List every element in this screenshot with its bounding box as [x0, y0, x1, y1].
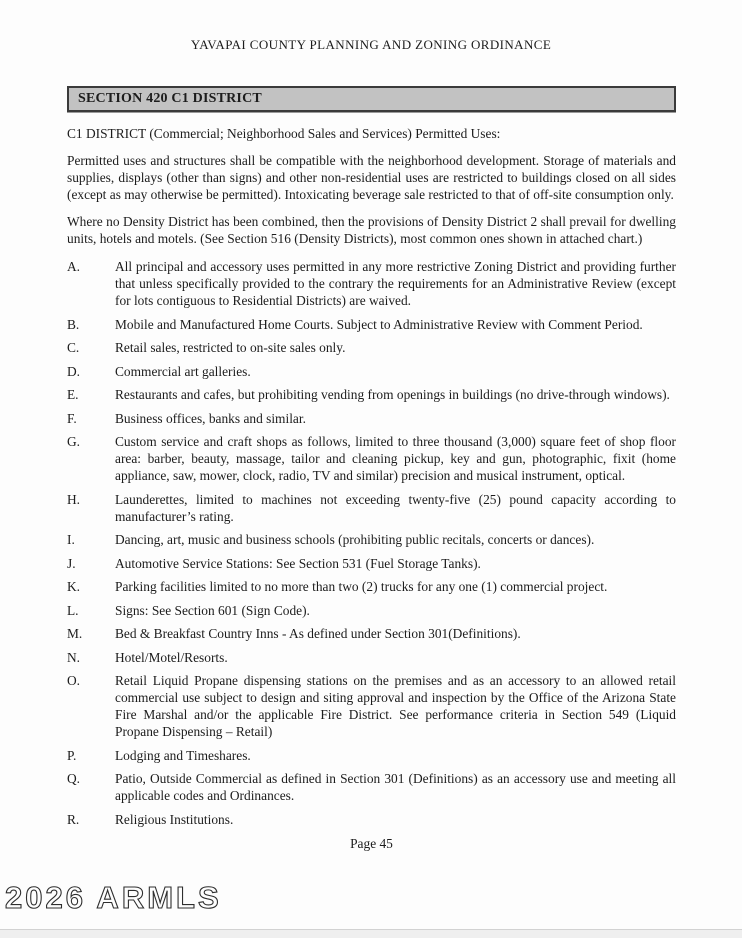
list-item-letter: F. [67, 410, 77, 426]
intro-paragraph-2: Where no Density District has been combined, then the provisions of Density District 2 shall prevail for dwelling units, hotels and motels. (See Section 516 (Density Districts), most common ones shown in attached chart.) [67, 214, 676, 246]
list-item-a [67, 258, 676, 309]
list-item-letter: A. [67, 259, 81, 274]
list-item-letter: D. [67, 363, 81, 379]
list-item-text: Commercial art galleries. [115, 363, 251, 379]
list-item-text: All principal and accessory uses permitted in any more restrictive Zoning District and providing further that unless specifically provided to the contrary the requirements for an Administrative Review (except for lots contiguous to Residential Districts) are waived. [115, 259, 676, 308]
permitted-uses-list [67, 258, 676, 828]
armls-watermark: 2026 ARMLS [5, 880, 222, 915]
list-item-b [67, 316, 676, 333]
list-item-d [67, 363, 676, 380]
list-item-letter: G. [67, 434, 81, 449]
list-item-h [67, 491, 676, 525]
list-item-f [67, 410, 676, 427]
list-item-text: Religious Institutions. [115, 811, 234, 827]
list-item-r [67, 811, 676, 828]
list-item-text: Launderettes, limited to machines not exceeding twenty-five (25) pound capacity according to manufacturer’s rating. [115, 491, 676, 524]
scan-page-edge [0, 929, 742, 938]
list-item-letter: M. [67, 626, 83, 641]
list-item-l [67, 602, 676, 619]
list-item-letter: L. [67, 602, 79, 618]
page-number: Page 45 [350, 835, 393, 851]
list-item-text: Automotive Service Stations: See Section 531 (Fuel Storage Tanks). [115, 555, 481, 571]
list-item-text: Signs: See Section 601 (Sign Code). [115, 602, 310, 618]
list-item-letter: E. [67, 387, 79, 402]
list-item-letter: N. [67, 649, 81, 665]
list-item-o [67, 672, 676, 740]
list-item-text: Bed & Breakfast Country Inns - As defined under Section 301(Definitions). [115, 626, 521, 641]
list-item-letter: B. [67, 316, 80, 332]
document-title: YAVAPAI COUNTY PLANNING AND ZONING ORDINANCE [190, 37, 552, 52]
list-item-text: Parking facilities limited to no more than two (2) trucks for any one (1) commercial project. [115, 579, 608, 594]
list-item-letter: I. [67, 532, 75, 547]
list-item-c [67, 339, 676, 356]
list-item-e [67, 386, 676, 403]
list-item-m [67, 625, 676, 642]
list-item-g [67, 433, 676, 484]
list-item-letter: P. [67, 747, 77, 763]
list-item-text: Hotel/Motel/Resorts. [115, 649, 228, 665]
list-item-letter: Q. [67, 771, 81, 786]
list-item-text: Lodging and Timeshares. [115, 747, 251, 763]
list-item-n [67, 649, 676, 666]
list-item-letter: H. [67, 491, 81, 507]
list-item-text: Patio, Outside Commercial as defined in Section 301 (Definitions) as an accessory use and meeting all applicable codes and Ordinances. [115, 771, 676, 803]
list-item-q [67, 770, 676, 804]
list-item-text: Custom service and craft shops as follows, limited to three thousand (3,000) square feet of shop floor area: barber, beauty, massage, tailor and cleaning pickup, key and gun, photographic, fixit (home appliance, saw, mower, clock, radio, TV and similar) precision and musical instrument, optical. [115, 434, 676, 483]
permitted-uses-line: C1 DISTRICT (Commercial; Neighborhood Sales and Services) Permitted Uses: [67, 126, 501, 141]
section-heading: SECTION 420 C1 DISTRICT [67, 86, 676, 112]
list-item-k [67, 578, 676, 595]
list-item-j [67, 555, 676, 572]
list-item-p [67, 747, 676, 764]
list-item-text: Dancing, art, music and business schools (prohibiting public recitals, concerts or dances). [115, 532, 595, 547]
intro-paragraph-1: Permitted uses and structures shall be compatible with the neighborhood development. Storage of materials and supplies, displays (other than signs) and other non-residential uses are restricted to buildings closed on all sides (except as may otherwise be permitted). Intoxicating beverage sale restricted to that of off-site consumption only. [67, 153, 676, 202]
list-item-text: Restaurants and cafes, but prohibiting vending from openings in buildings (no drive-through windows). [115, 387, 670, 402]
list-item-text: Retail sales, restricted to on-site sales only. [115, 340, 346, 355]
list-item-i [67, 531, 676, 548]
list-item-letter: O. [67, 673, 81, 688]
content-area [0, 86, 742, 852]
list-item-letter: J. [67, 555, 76, 571]
list-item-letter: R. [67, 811, 80, 827]
list-item-letter: K. [67, 579, 81, 594]
list-item-text: Retail Liquid Propane dispensing stations on the premises and as an accessory to an allowed retail commercial use subject to design and siting approval and inspection by the Office of the Arizona State Fire Marshal and/or the applicable Fire District. See performance criteria in Section 549 (Liquid Propane Dispensing – Retail) [115, 673, 676, 739]
list-item-text: Business offices, banks and similar. [115, 410, 306, 426]
list-item-letter: C. [67, 340, 80, 355]
list-item-text: Mobile and Manufactured Home Courts. Subject to Administrative Review with Comment Period. [115, 316, 643, 332]
